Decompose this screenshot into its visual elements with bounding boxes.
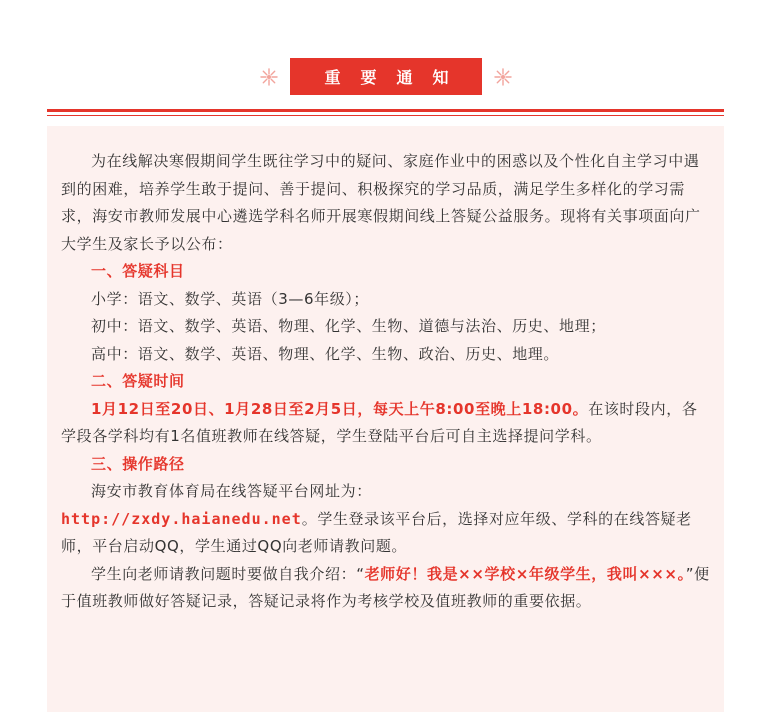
section-heading-path: 三、操作路径	[91, 454, 185, 473]
intro-paragraph: 为在线解决寒假期间学生既往学习中的疑问、家庭作业中的困惑以及个性化自主学习中遇到的困难，培养学生敢于提问、善于提问、积极探究的学习品质，满足学生多样化的学习需求，海安市教师发展中心遴选学科名师开展寒假期间线上答疑公益服务。现将有关事项面向广大学生及家长予以公布：	[61, 152, 701, 253]
subjects-senior: 高中：语文、数学、英语、物理、化学、生物、政治、历史、地理。	[91, 344, 560, 363]
notice-body	[47, 126, 724, 712]
page-title: 重要通知	[290, 58, 482, 95]
flower-ornament-icon	[260, 68, 278, 86]
time-paragraph	[61, 396, 710, 451]
flower-ornament-icon	[494, 68, 512, 86]
self-intro-paragraph	[61, 561, 710, 616]
self-intro-quote: 老师好！我是××学校×年级学生，我叫×××。	[364, 564, 686, 583]
time-highlight: 1月12日至20日、1月28日至2月5日，每天上午8:00至晚上18:00。	[91, 399, 589, 418]
section-heading-subjects: 一、答疑科目	[91, 262, 185, 280]
platform-url-link[interactable]: http://zxdy.haianedu.net	[61, 509, 302, 528]
platform-paragraph	[61, 506, 710, 561]
subjects-primary: 小学：语文、数学、英语（3—6年级）；	[91, 289, 369, 308]
time-rest: 在该时段内，各学段各学科均有1名值班教师在线答疑，学生登陆平台后可自主选择提问学科。	[61, 399, 698, 445]
divider-thick	[47, 109, 724, 112]
subjects-junior: 初中：语文、数学、英语、物理、化学、生物、道德与法治、历史、地理；	[91, 317, 606, 335]
self-intro-before: 学生向老师请教问题时要做自我介绍：“	[91, 564, 365, 583]
self-intro-after: ”便于值班教师做好答疑记录，答疑记录将作为考核学校及值班教师的重要依据。	[61, 564, 710, 610]
platform-intro: 海安市教育体育局在线答疑平台网址为：	[91, 482, 372, 500]
section-heading-time: 二、答疑时间	[91, 372, 185, 390]
platform-instructions: 。学生登录该平台后，选择对应年级、学科的在线答疑老师，平台启动QQ，学生通过QQ向老师请教问题。	[61, 509, 692, 555]
divider-thin	[47, 115, 724, 116]
notice-header	[0, 58, 771, 95]
